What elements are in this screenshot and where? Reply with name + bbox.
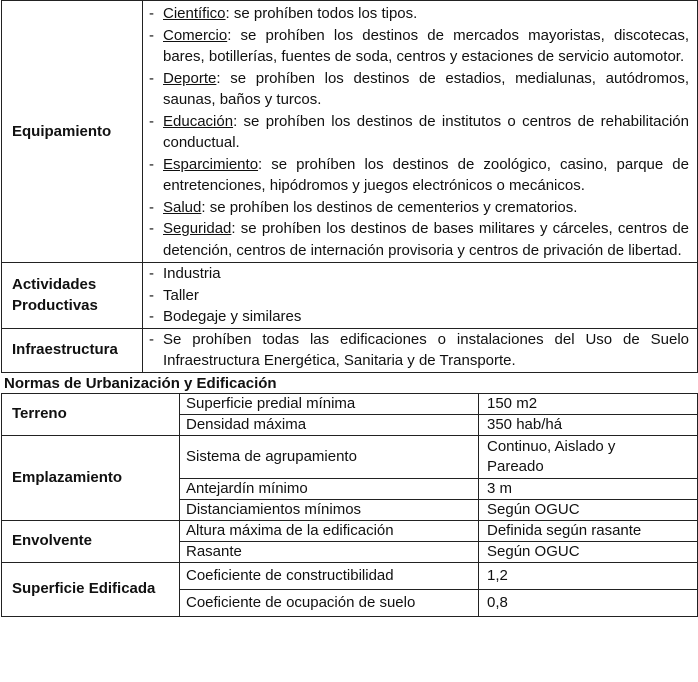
norm-name: Coeficiente de ocupación de suelo — [180, 589, 479, 616]
row-equipamiento — [2, 1, 698, 263]
label-infraestructura: Infraestructura — [2, 328, 143, 372]
list-item: - Taller — [149, 286, 199, 304]
norm-name: Antejardín mínimo — [180, 478, 479, 499]
list-item: - Comercio: se prohíben los destinos de mercados mayoristas, discotecas, bares, botillerías, fuentes de soda, centros y estaciones de servicio automotor. — [149, 26, 689, 65]
norm-value: Definida según rasante — [479, 520, 698, 541]
norm-name: Sistema de agrupamiento — [180, 435, 479, 478]
list-item: - Salud: se prohíben los destinos de cementerios y crematorios. — [149, 198, 578, 216]
infraestructura-list — [143, 328, 698, 372]
label-envolvente: Envolvente — [2, 520, 180, 562]
normas-table — [1, 393, 698, 617]
list-item: - Se prohíben todas las edificaciones o instalaciones del Uso de Suelo Infraestructura Energética, Sanitaria y de Transporte. — [149, 330, 689, 369]
norm-value: 1,2 — [479, 562, 698, 589]
norm-name: Distanciamientos mínimos — [180, 499, 479, 520]
list-item: - Bodegaje y similares — [149, 308, 302, 325]
norm-value: Continuo, Aislado y Pareado — [479, 435, 698, 478]
normas-heading: Normas de Urbanización y Edificación — [4, 374, 277, 392]
actividades-list — [143, 263, 698, 329]
label-actividades-productivas: Actividades Productivas — [2, 263, 143, 329]
norm-value: Según OGUC — [479, 541, 698, 562]
label-emplazamiento: Emplazamiento — [2, 435, 180, 520]
usos-table — [1, 0, 698, 373]
table-row — [2, 562, 698, 589]
equipamiento-list — [143, 1, 698, 263]
list-item: - Esparcimiento: se prohíben los destinos de zoológico, casino, parque de entretenciones, hipódromos y juegos electrónicos o mecánicos. — [149, 155, 689, 194]
norm-name: Densidad máxima — [180, 414, 479, 435]
table-row — [2, 435, 698, 478]
list-item: - Deporte: se prohíben los destinos de estadios, medialunas, autódromos, saunas, baños y turcos. — [149, 69, 689, 108]
label-terreno: Terreno — [2, 393, 180, 435]
norm-name: Superficie predial mínima — [180, 393, 479, 414]
list-item: - Científico: se prohíben todos los tipos. — [149, 5, 418, 22]
norm-value: 150 m2 — [479, 393, 698, 414]
norm-value: 0,8 — [479, 589, 698, 616]
label-equipamiento: Equipamiento — [2, 1, 143, 263]
list-item: - Industria — [149, 265, 221, 282]
norm-name: Altura máxima de la edificación — [180, 520, 479, 541]
label-superficie-edificada: Superficie Edificada — [2, 562, 180, 616]
row-infraestructura — [2, 328, 698, 372]
table-row — [2, 393, 698, 414]
norm-value: Según OGUC — [479, 499, 698, 520]
norm-value: 350 hab/há — [479, 414, 698, 435]
norm-name: Coeficiente de constructibilidad — [180, 562, 479, 589]
table-row — [2, 520, 698, 541]
list-item: - Seguridad: se prohíben los destinos de bases militares y cárceles, centros de detención, centros de internación provisoria y centros de privación de libertad. — [149, 220, 689, 259]
list-item: - Educación: se prohíben los destinos de institutos o centros de rehabilitación conductual. — [149, 112, 689, 151]
norm-name: Rasante — [180, 541, 479, 562]
row-actividades-productivas — [2, 263, 698, 329]
norm-value: 3 m — [479, 478, 698, 499]
